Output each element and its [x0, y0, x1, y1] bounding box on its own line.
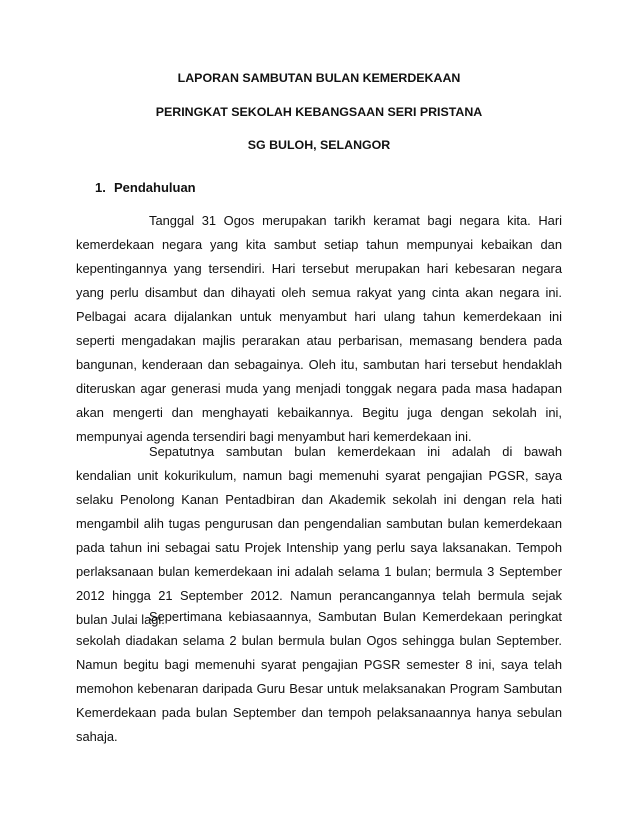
section-heading-text: Pendahuluan — [114, 180, 196, 195]
document-title-line-3: SG BULOH, SELANGOR — [247, 138, 391, 152]
section-number: 1. — [95, 180, 106, 195]
paragraph-1 — [76, 209, 562, 449]
document-title-line-1: LAPORAN SAMBUTAN BULAN KEMERDEKAAN — [177, 71, 461, 85]
paragraph-2-text: Sepatutnya sambutan bulan kemerdekaan ini adalah di bawah kendalian unit kokurikulum, namun bagi memenuhi syarat pengajian PGSR, saya selaku Penolong Kanan Pentadbiran dan Akademik sekolah ini dengan rela hati mengambil alih tugas pengurusan dan pengendalian sambutan bulan kemerdekaan pada tahun ini sebagai satu Projek Intenship yang perlu saya laksanakan. Tempoh perlaksanaan bulan kemerdekaan ini adalah selama 1 bulan; bermula 3 September 2012 hingga 21 September 2012. Namun perancangannya telah bermula sejak bulan Julai lagi. — [76, 444, 562, 627]
document-title-line-2: PERINGKAT SEKOLAH KEBANGSAAN SERI PRISTANA — [155, 105, 483, 119]
paragraph-1-text: Tanggal 31 Ogos merupakan tarikh keramat bagi negara kita. Hari kemerdekaan negara yang kita sambut setiap tahun mempunyai kebaikan dan kepentingannya yang tersendiri. Hari tersebut merupakan hari kebesaran negara yang perlu disambut dan dihayati oleh semua rakyat yang cinta akan negara ini. Pelbagai acara dijalankan untuk menyambut hari ulang tahun kemerdekaan ini seperti mengadakan majlis perarakan atau perbarisan, memasang bendera pada bangunan, kenderaan dan sebagainya. Oleh itu, sambutan hari tersebut hendaklah diteruskan agar generasi muda yang menjadi tonggak negara pada masa hadapan akan mengerti dan menghayati kebaikannya. Begitu juga dengan sekolah ini, mempunyai agenda tersendiri bagi menyambut hari kemerdekaan ini. — [76, 213, 562, 444]
section-heading — [95, 180, 196, 196]
paragraph-3 — [76, 605, 562, 749]
paragraph-3-text: Sepertimana kebiasaannya, Sambutan Bulan Kemerdekaan peringkat sekolah diadakan selama 2 bulan bermula bulan Ogos sehingga bulan September. Namun begitu bagi memenuhi syarat pengajian PGSR semester 8 ini, saya telah memohon kebenaran daripada Guru Besar untuk melaksanakan Program Sambutan Kemerdekaan pada bulan September dan tempoh pelaksanaannya hanya sebulan sahaja. — [76, 609, 562, 744]
paragraph-2 — [76, 440, 562, 632]
